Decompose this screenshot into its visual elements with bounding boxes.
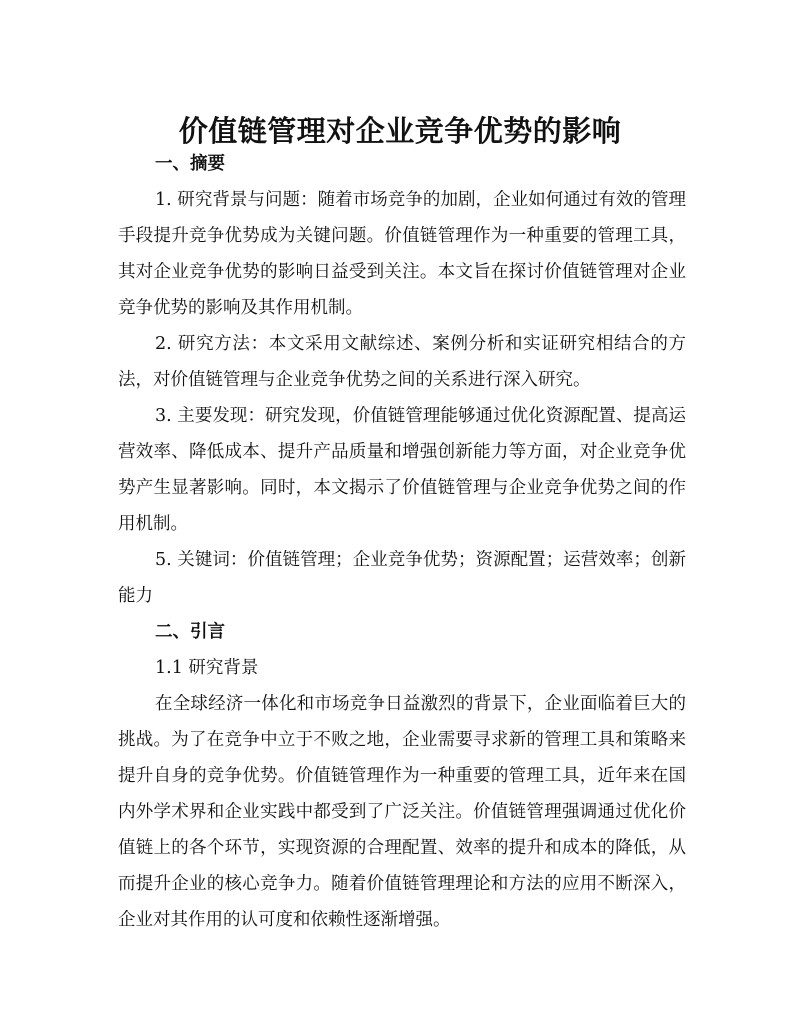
section-heading-introduction: 二、引言 — [155, 622, 225, 642]
introduction-paragraph: 在全球经济一体化和市场竞争日益激烈的背景下，企业面临着巨大的挑战。为了在竞争中立于不败之地，企业需要寻求新的管理工具和策略来提升自身的竞争优势。价值链管理作为一种重要的管理工具，近年来在国内外学术界和企业实践中都受到了广泛关注。价值链管理强调通过优化价值链上的各个环节，实现资源的合理配置、效率的提升和成本的降低，从而提升企业的核心竞争力。随着价值链管理理论和方法的应用不断深入，企业对其作用的认可度和依赖性逐渐增强。 — [118, 694, 686, 930]
abstract-paragraph-background: 1. 研究背景与问题：随着市场竞争的加剧，企业如何通过有效的管理手段提升竞争优势成为关键问题。价值链管理作为一种重要的管理工具，其对企业竞争优势的影响日益受到关注。本文旨在探讨价值链管理对企业竞争优势的影响及其作用机制。 — [118, 190, 686, 318]
abstract-paragraph-methods: 2. 研究方法：本文采用文献综述、案例分析和实证研究相结合的方法，对价值链管理与企业竞争优势之间的关系进行深入研究。 — [118, 334, 686, 390]
document-body — [118, 146, 686, 938]
page-title: 价值链管理对企业竞争优势的影响 — [178, 114, 622, 149]
section-heading-abstract: 一、摘要 — [155, 154, 225, 174]
subsection-heading-background: 1.1 研究背景 — [155, 658, 259, 678]
abstract-paragraph-findings: 3. 主要发现：研究发现，价值链管理能够通过优化资源配置、提高运营效率、降低成本、提升产品质量和增强创新能力等方面，对企业竞争优势产生显著影响。同时，本文揭示了价值链管理与企业竞争优势之间的作用机制。 — [118, 406, 686, 534]
abstract-paragraph-keywords: 5. 关键词：价值链管理；企业竞争优势；资源配置；运营效率；创新能力 — [118, 550, 686, 606]
